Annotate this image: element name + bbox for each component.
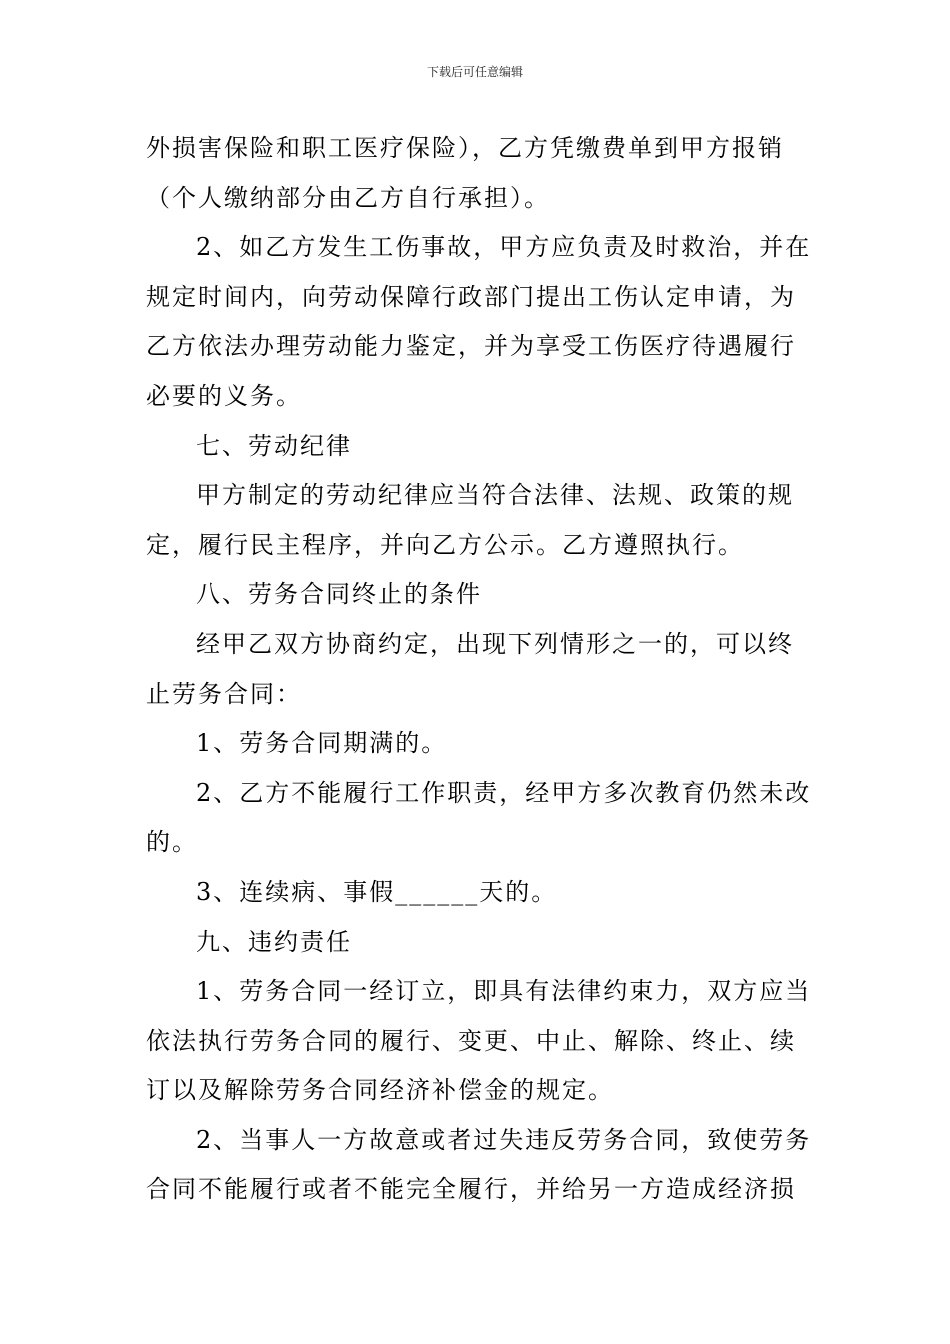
page-header: 下载后可任意编辑	[426, 65, 523, 79]
text-line: 2、乙方不能履行工作职责，经甲方多次教育仍然未改	[196, 778, 812, 807]
text-line: 的。	[146, 828, 198, 857]
text-line: 规定时间内，向劳动保障行政部门提出工伤认定申请，为	[146, 282, 796, 311]
text-line: 依法执行劳务合同的履行、变更、中止、解除、终止、续	[146, 1026, 796, 1055]
text-line: 1、劳务合同期满的。	[196, 729, 448, 758]
text-line: 2、当事人一方故意或者过失违反劳务合同，致使劳务	[196, 1125, 812, 1154]
text-line: 订以及解除劳务合同经济补偿金的规定。	[146, 1076, 614, 1105]
text-line: 定，履行民主程序，并向乙方公示。乙方遵照执行。	[146, 530, 744, 559]
text-line: 2、如乙方发生工伤事故，甲方应负责及时救治，并在	[196, 233, 812, 262]
text-line: 合同不能履行或者不能完全履行，并给另一方造成经济损	[146, 1175, 796, 1204]
text-line: 1、劳务合同一经订立，即具有法律约束力，双方应当	[196, 977, 812, 1006]
text-line: 3、连续病、事假______天的。	[196, 877, 558, 906]
document-body	[146, 124, 814, 1215]
text-line: 经甲乙双方协商约定，出现下列情形之一的，可以终	[196, 629, 794, 658]
text-line: 七、劳动纪律	[196, 431, 352, 460]
text-line: 止劳务合同：	[146, 679, 302, 708]
text-line: 甲方制定的劳动纪律应当符合法律、法规、政策的规	[196, 481, 794, 510]
text-line: （个人缴纳部分由乙方自行承担）。	[146, 183, 550, 212]
text-line: 必要的义务。	[146, 381, 302, 410]
text-line: 外损害保险和职工医疗保险），乙方凭缴费单到甲方报销	[146, 134, 784, 162]
text-line: 八、劳务合同终止的条件	[196, 580, 482, 609]
text-line: 九、违约责任	[196, 927, 352, 956]
text-line: 乙方依法办理劳动能力鉴定，并为享受工伤医疗待遇履行	[146, 332, 796, 361]
